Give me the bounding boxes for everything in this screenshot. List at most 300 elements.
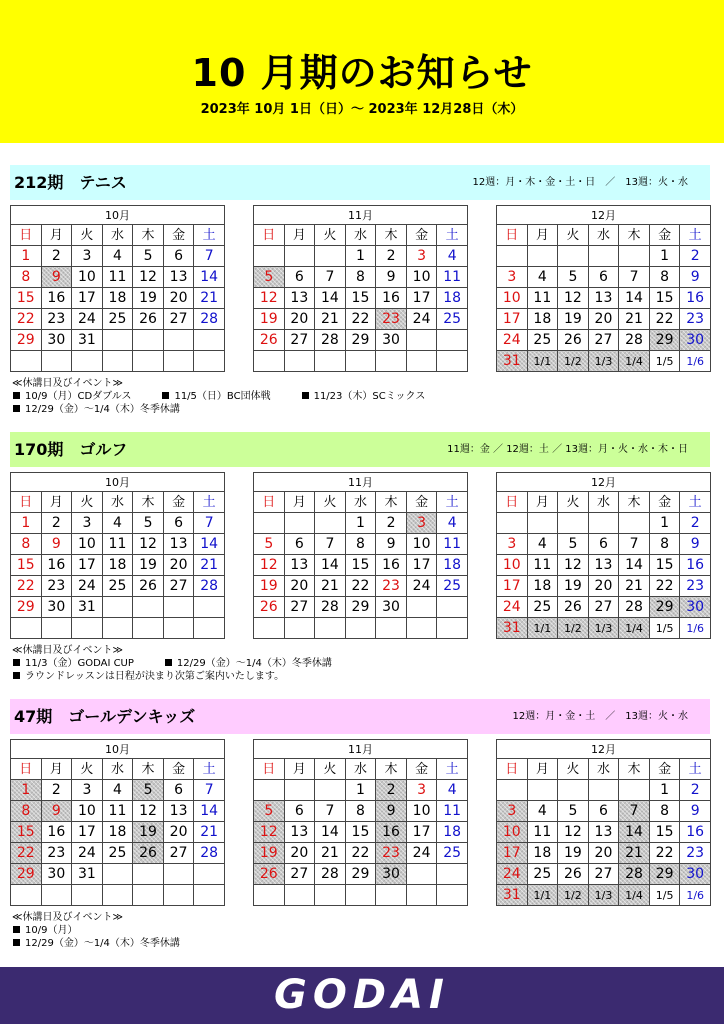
- empty-cell: [254, 780, 285, 801]
- day-cell: 27: [163, 843, 194, 864]
- empty-cell: [254, 618, 285, 639]
- day-cell: 11: [527, 555, 558, 576]
- section-title: 47期 ゴールデンキッズ: [14, 707, 196, 726]
- day-cell: 11: [437, 267, 468, 288]
- day-cell: 20: [163, 555, 194, 576]
- week-row: [497, 780, 711, 801]
- day-cell: 29: [649, 597, 680, 618]
- day-cell: 26: [558, 864, 589, 885]
- weekday-header: 金: [406, 492, 437, 513]
- day-cell: 21: [619, 576, 650, 597]
- event-item: [164, 657, 332, 670]
- week-row: [497, 555, 711, 576]
- event-item: [12, 390, 131, 403]
- week-row: [11, 780, 225, 801]
- day-cell: 23: [376, 576, 407, 597]
- day-cell: 28: [194, 576, 225, 597]
- day-cell: 7: [619, 267, 650, 288]
- day-cell: 3: [72, 513, 103, 534]
- weekday-header: 水: [345, 759, 376, 780]
- empty-cell: [558, 246, 589, 267]
- weekday-header: 水: [102, 759, 133, 780]
- week-row: [254, 246, 468, 267]
- week-row: [254, 843, 468, 864]
- day-cell: 28: [619, 597, 650, 618]
- week-row: [497, 801, 711, 822]
- page-title: 10 月期のお知らせ: [191, 51, 533, 95]
- day-cell: 10: [72, 801, 103, 822]
- weekday-header: 日: [11, 759, 42, 780]
- section-header-bar: [10, 699, 710, 734]
- empty-cell: [284, 351, 315, 372]
- day-cell: 2: [41, 780, 72, 801]
- empty-cell: [619, 780, 650, 801]
- bullet-square-icon: [162, 392, 169, 399]
- empty-cell: [406, 885, 437, 906]
- day-cell: 16: [376, 555, 407, 576]
- day-cell: 21: [194, 822, 225, 843]
- day-cell: 27: [588, 597, 619, 618]
- bullet-square-icon: [165, 659, 172, 666]
- day-cell: 1/3: [588, 351, 619, 372]
- weekday-header: 金: [649, 225, 680, 246]
- weekday-header: 水: [102, 225, 133, 246]
- day-cell: 5: [254, 801, 285, 822]
- empty-cell: [194, 597, 225, 618]
- day-cell: 30: [376, 597, 407, 618]
- day-cell: 2: [680, 780, 711, 801]
- empty-cell: [588, 780, 619, 801]
- day-cell: 21: [194, 555, 225, 576]
- calendar-october: [10, 739, 225, 906]
- day-cell: 8: [345, 801, 376, 822]
- weekday-header: 火: [72, 225, 103, 246]
- day-cell: 10: [497, 822, 528, 843]
- week-row: [254, 864, 468, 885]
- weekday-header: 月: [284, 225, 315, 246]
- day-cell: 30: [41, 330, 72, 351]
- empty-cell: [284, 513, 315, 534]
- weekday-header: 土: [437, 225, 468, 246]
- day-cell: 29: [649, 330, 680, 351]
- empty-cell: [254, 246, 285, 267]
- month-name: 10月: [11, 740, 225, 759]
- day-cell: 28: [315, 864, 346, 885]
- weekday-header: 月: [527, 492, 558, 513]
- empty-cell: [315, 351, 346, 372]
- day-cell: 11: [437, 801, 468, 822]
- day-cell: 25: [437, 843, 468, 864]
- day-cell: 25: [102, 309, 133, 330]
- event-item: [161, 390, 270, 403]
- events-row: [12, 390, 425, 403]
- day-cell: 1/5: [649, 618, 680, 639]
- day-cell: 2: [376, 780, 407, 801]
- day-cell: 5: [254, 267, 285, 288]
- day-cell: 16: [376, 288, 407, 309]
- weekday-header: 火: [558, 492, 589, 513]
- empty-cell: [133, 330, 164, 351]
- day-cell: 4: [437, 513, 468, 534]
- day-cell: 1/4: [619, 618, 650, 639]
- weekday-header: 水: [588, 225, 619, 246]
- day-cell: 12: [558, 822, 589, 843]
- day-cell: 6: [284, 801, 315, 822]
- day-cell: 28: [315, 330, 346, 351]
- day-cell: 29: [11, 597, 42, 618]
- empty-cell: [406, 597, 437, 618]
- weekday-header: 土: [437, 492, 468, 513]
- day-cell: 8: [11, 801, 42, 822]
- day-cell: 1: [11, 246, 42, 267]
- empty-cell: [102, 351, 133, 372]
- day-cell: 13: [163, 801, 194, 822]
- day-cell: 31: [497, 351, 528, 372]
- day-cell: 26: [133, 843, 164, 864]
- day-cell: 17: [497, 576, 528, 597]
- empty-cell: [194, 885, 225, 906]
- day-cell: 15: [649, 822, 680, 843]
- month-name-row: [11, 740, 225, 759]
- day-cell: 22: [11, 576, 42, 597]
- empty-cell: [315, 885, 346, 906]
- empty-cell: [437, 864, 468, 885]
- day-cell: 30: [680, 597, 711, 618]
- day-cell: 23: [41, 309, 72, 330]
- empty-cell: [497, 780, 528, 801]
- calendar-december: [496, 472, 711, 639]
- day-cell: 29: [345, 597, 376, 618]
- section-title: 170期 ゴルフ: [14, 440, 128, 459]
- day-cell: 1/5: [649, 351, 680, 372]
- empty-cell: [558, 780, 589, 801]
- day-cell: 21: [315, 309, 346, 330]
- weekday-row: [254, 225, 468, 246]
- week-row: [254, 267, 468, 288]
- empty-cell: [11, 885, 42, 906]
- day-cell: 30: [41, 597, 72, 618]
- weekday-row: [11, 225, 225, 246]
- day-cell: 1: [11, 513, 42, 534]
- day-cell: 4: [527, 801, 558, 822]
- day-cell: 18: [102, 555, 133, 576]
- day-cell: 26: [133, 576, 164, 597]
- day-cell: 17: [72, 555, 103, 576]
- day-cell: 8: [345, 534, 376, 555]
- day-cell: 1/2: [558, 351, 589, 372]
- empty-cell: [406, 351, 437, 372]
- weekday-header: 木: [619, 492, 650, 513]
- day-cell: 20: [284, 309, 315, 330]
- event-item: [12, 657, 134, 670]
- empty-cell: [437, 330, 468, 351]
- month-name-row: [497, 740, 711, 759]
- weekday-header: 日: [254, 225, 285, 246]
- day-cell: 12: [133, 267, 164, 288]
- month-name-row: [11, 206, 225, 225]
- empty-cell: [163, 597, 194, 618]
- day-cell: 29: [345, 330, 376, 351]
- weekday-row: [497, 759, 711, 780]
- event-item: [12, 403, 180, 416]
- weekday-header: 火: [72, 759, 103, 780]
- bullet-square-icon: [13, 672, 20, 679]
- day-cell: 15: [649, 555, 680, 576]
- day-cell: 1: [345, 780, 376, 801]
- day-cell: 22: [345, 843, 376, 864]
- day-cell: 7: [194, 513, 225, 534]
- calendar-october: [10, 205, 225, 372]
- day-cell: 5: [558, 534, 589, 555]
- bullet-square-icon: [13, 939, 20, 946]
- section-header-bar: [10, 165, 710, 200]
- weekday-header: 水: [588, 492, 619, 513]
- day-cell: 10: [497, 555, 528, 576]
- day-cell: 1: [345, 246, 376, 267]
- events-row: [12, 403, 425, 416]
- day-cell: 10: [406, 267, 437, 288]
- day-cell: 27: [284, 330, 315, 351]
- day-cell: 26: [254, 597, 285, 618]
- weekday-header: 金: [163, 225, 194, 246]
- day-cell: 15: [11, 288, 42, 309]
- day-cell: 6: [588, 267, 619, 288]
- empty-cell: [102, 864, 133, 885]
- godai-logo: GODAI: [274, 972, 450, 1018]
- day-cell: 25: [527, 864, 558, 885]
- weekday-header: 金: [649, 759, 680, 780]
- weekday-header: 日: [11, 492, 42, 513]
- week-row: [11, 330, 225, 351]
- weekday-header: 土: [680, 759, 711, 780]
- empty-cell: [72, 885, 103, 906]
- day-cell: 9: [41, 267, 72, 288]
- day-cell: 31: [497, 885, 528, 906]
- day-cell: 28: [619, 864, 650, 885]
- empty-cell: [163, 330, 194, 351]
- weekday-header: 土: [437, 759, 468, 780]
- empty-cell: [497, 513, 528, 534]
- event-text: 11/23（木）SCミックス: [313, 391, 426, 402]
- day-cell: 9: [680, 267, 711, 288]
- empty-cell: [315, 618, 346, 639]
- day-cell: 11: [437, 534, 468, 555]
- week-row: [11, 555, 225, 576]
- week-row: [254, 801, 468, 822]
- weekday-header: 火: [558, 225, 589, 246]
- week-row: [11, 267, 225, 288]
- weekday-header: 木: [619, 225, 650, 246]
- event-item: [301, 390, 426, 403]
- week-row: [11, 597, 225, 618]
- day-cell: 29: [11, 864, 42, 885]
- day-cell: 16: [376, 822, 407, 843]
- weekday-header: 月: [284, 759, 315, 780]
- bullet-square-icon: [13, 926, 20, 933]
- day-cell: 14: [194, 267, 225, 288]
- weekday-header: 月: [527, 759, 558, 780]
- day-cell: 5: [558, 801, 589, 822]
- day-cell: 1: [345, 513, 376, 534]
- day-cell: 26: [133, 309, 164, 330]
- day-cell: 7: [619, 534, 650, 555]
- week-row: [254, 822, 468, 843]
- day-cell: 21: [619, 843, 650, 864]
- day-cell: 8: [649, 267, 680, 288]
- day-cell: 30: [680, 330, 711, 351]
- day-cell: 20: [163, 822, 194, 843]
- empty-cell: [345, 885, 376, 906]
- day-cell: 21: [619, 309, 650, 330]
- day-cell: 11: [102, 534, 133, 555]
- day-cell: 23: [680, 576, 711, 597]
- empty-cell: [163, 351, 194, 372]
- day-cell: 18: [102, 822, 133, 843]
- day-cell: 27: [163, 576, 194, 597]
- bullet-square-icon: [302, 392, 309, 399]
- day-cell: 14: [315, 288, 346, 309]
- day-cell: 18: [102, 288, 133, 309]
- events-list: [12, 644, 332, 683]
- empty-cell: [284, 885, 315, 906]
- week-row: [497, 513, 711, 534]
- weekday-row: [11, 759, 225, 780]
- day-cell: 21: [315, 843, 346, 864]
- day-cell: 9: [376, 801, 407, 822]
- day-cell: 17: [406, 288, 437, 309]
- day-cell: 18: [437, 822, 468, 843]
- day-cell: 6: [163, 246, 194, 267]
- week-row: [254, 885, 468, 906]
- empty-cell: [284, 780, 315, 801]
- day-cell: 10: [406, 534, 437, 555]
- day-cell: 8: [11, 534, 42, 555]
- empty-cell: [588, 246, 619, 267]
- week-row: [497, 618, 711, 639]
- empty-cell: [619, 246, 650, 267]
- empty-cell: [284, 246, 315, 267]
- empty-cell: [437, 351, 468, 372]
- weekday-header: 日: [254, 759, 285, 780]
- empty-cell: [558, 513, 589, 534]
- day-cell: 9: [41, 801, 72, 822]
- day-cell: 9: [680, 534, 711, 555]
- day-cell: 23: [680, 309, 711, 330]
- section-schedule: 12週：月・金・土 ／ 13週：火・水: [512, 711, 688, 722]
- weekday-header: 日: [497, 492, 528, 513]
- day-cell: 19: [558, 843, 589, 864]
- event-text: 11/5（日）BC団体戦: [174, 391, 271, 402]
- weekday-header: 水: [588, 759, 619, 780]
- day-cell: 27: [284, 597, 315, 618]
- day-cell: 24: [406, 843, 437, 864]
- week-row: [497, 843, 711, 864]
- day-cell: 1: [649, 246, 680, 267]
- day-cell: 26: [254, 864, 285, 885]
- week-row: [497, 576, 711, 597]
- day-cell: 31: [72, 597, 103, 618]
- events-list: [12, 911, 180, 950]
- day-cell: 22: [649, 309, 680, 330]
- month-name-row: [254, 206, 468, 225]
- event-item: [12, 924, 77, 937]
- day-cell: 25: [437, 309, 468, 330]
- day-cell: 31: [72, 864, 103, 885]
- day-cell: 2: [41, 513, 72, 534]
- day-cell: 22: [11, 843, 42, 864]
- month-name: 10月: [11, 206, 225, 225]
- week-row: [497, 822, 711, 843]
- day-cell: 1/1: [527, 618, 558, 639]
- weekday-header: 火: [315, 759, 346, 780]
- week-row: [497, 351, 711, 372]
- day-cell: 7: [194, 780, 225, 801]
- section-schedule: 11週：金 ／ 12週：土 ／ 13週：月・火・水・木・日: [447, 444, 688, 455]
- day-cell: 14: [619, 288, 650, 309]
- day-cell: 19: [558, 576, 589, 597]
- week-row: [497, 246, 711, 267]
- day-cell: 8: [11, 267, 42, 288]
- empty-cell: [345, 618, 376, 639]
- events-header: ≪休講日及びイベント≫: [12, 645, 123, 656]
- day-cell: 12: [254, 555, 285, 576]
- weekday-header: 木: [133, 492, 164, 513]
- weekday-header: 日: [11, 225, 42, 246]
- empty-cell: [527, 780, 558, 801]
- day-cell: 14: [194, 534, 225, 555]
- empty-cell: [163, 885, 194, 906]
- day-cell: 27: [163, 309, 194, 330]
- empty-cell: [284, 618, 315, 639]
- day-cell: 7: [619, 801, 650, 822]
- weekday-header: 火: [72, 492, 103, 513]
- week-row: [254, 555, 468, 576]
- month-name: 12月: [497, 206, 711, 225]
- day-cell: 2: [376, 246, 407, 267]
- empty-cell: [254, 351, 285, 372]
- day-cell: 2: [680, 513, 711, 534]
- calendar-december: [496, 205, 711, 372]
- day-cell: 19: [558, 309, 589, 330]
- calendar-november: [253, 205, 468, 372]
- day-cell: 6: [163, 780, 194, 801]
- day-cell: 14: [194, 801, 225, 822]
- day-cell: 25: [437, 576, 468, 597]
- day-cell: 15: [345, 288, 376, 309]
- day-cell: 11: [102, 267, 133, 288]
- week-row: [254, 330, 468, 351]
- week-row: [11, 309, 225, 330]
- empty-cell: [588, 513, 619, 534]
- weekday-header: 木: [376, 492, 407, 513]
- empty-cell: [527, 513, 558, 534]
- day-cell: 12: [558, 288, 589, 309]
- week-row: [254, 618, 468, 639]
- weekday-header: 日: [254, 492, 285, 513]
- week-row: [497, 288, 711, 309]
- day-cell: 8: [649, 801, 680, 822]
- day-cell: 20: [588, 843, 619, 864]
- day-cell: 16: [41, 555, 72, 576]
- day-cell: 14: [619, 555, 650, 576]
- empty-cell: [11, 618, 42, 639]
- day-cell: 17: [72, 288, 103, 309]
- month-name-row: [254, 473, 468, 492]
- week-row: [254, 513, 468, 534]
- event-text: 12/29（金）～1/4（木）冬季休講: [25, 938, 180, 949]
- weekday-row: [497, 492, 711, 513]
- week-row: [497, 864, 711, 885]
